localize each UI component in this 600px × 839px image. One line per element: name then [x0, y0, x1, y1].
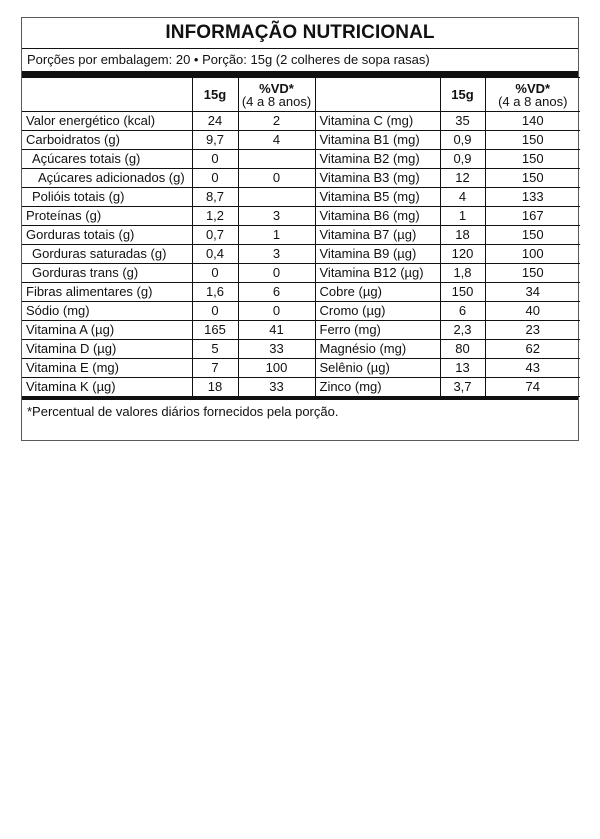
table-row	[22, 302, 580, 321]
table-row	[22, 131, 580, 150]
nutrition-table	[22, 77, 580, 397]
nutrient-amount: 0	[192, 150, 238, 169]
nutrient-name: Vitamina B5 (mg)	[315, 188, 440, 207]
nutrient-name: Gorduras trans (g)	[22, 264, 192, 283]
nutrient-vd: 74	[485, 378, 580, 397]
nutrient-vd: 100	[485, 245, 580, 264]
header-vd-right	[485, 78, 580, 112]
nutrient-vd: 33	[238, 340, 315, 359]
nutrient-vd: 0	[238, 169, 315, 188]
nutrient-vd: 41	[238, 321, 315, 340]
nutrient-amount: 24	[192, 112, 238, 131]
table-row	[22, 207, 580, 226]
nutrient-amount: 0,7	[192, 226, 238, 245]
nutrient-amount: 4	[440, 188, 485, 207]
nutrient-amount: 0	[192, 169, 238, 188]
nutrient-rows	[22, 112, 580, 397]
nutrient-vd: 33	[238, 378, 315, 397]
header-blank-left	[22, 78, 192, 112]
nutrient-amount: 6	[440, 302, 485, 321]
nutrient-amount: 13	[440, 359, 485, 378]
header-vd-main: %VD*	[259, 80, 294, 96]
table-row	[22, 378, 580, 397]
table-row	[22, 226, 580, 245]
header-blank-right	[315, 78, 440, 112]
header-vd-sub: (4 a 8 anos)	[241, 93, 312, 109]
nutrient-amount: 18	[440, 226, 485, 245]
nutrient-amount: 9,7	[192, 131, 238, 150]
nutrient-name: Cobre (µg)	[315, 283, 440, 302]
nutrient-amount: 18	[192, 378, 238, 397]
nutrient-name: Vitamina A (µg)	[22, 321, 192, 340]
header-vd-left	[238, 78, 315, 112]
nutrient-amount: 2,3	[440, 321, 485, 340]
nutrient-vd: 0	[238, 264, 315, 283]
nutrient-name: Vitamina B3 (mg)	[315, 169, 440, 188]
nutrient-name: Vitamina B12 (µg)	[315, 264, 440, 283]
table-row	[22, 359, 580, 378]
nutrient-vd: 0	[238, 302, 315, 321]
nutrient-name: Proteínas (g)	[22, 207, 192, 226]
table-row	[22, 150, 580, 169]
table-row	[22, 245, 580, 264]
nutrient-vd: 150	[485, 226, 580, 245]
nutrient-name: Vitamina B6 (mg)	[315, 207, 440, 226]
nutrient-vd: 150	[485, 169, 580, 188]
nutrient-amount: 150	[440, 283, 485, 302]
nutrient-vd	[238, 150, 315, 169]
table-row	[22, 340, 580, 359]
header-vd-main: %VD*	[515, 80, 551, 96]
nutrient-name: Vitamina K (µg)	[22, 378, 192, 397]
nutrient-vd: 3	[238, 245, 315, 264]
nutrient-name: Fibras alimentares (g)	[22, 283, 192, 302]
nutrient-vd: 2	[238, 112, 315, 131]
header-vd-sub: (4 a 8 anos)	[498, 93, 568, 109]
portion-line: Porções por embalagem: 20 • Porção: 15g (2 colheres de sopa rasas)	[22, 48, 578, 71]
nutrient-vd: 62	[485, 340, 580, 359]
nutrient-vd: 133	[485, 188, 580, 207]
header-amount-right: 15g	[440, 78, 485, 112]
nutrient-amount: 120	[440, 245, 485, 264]
nutrient-amount: 165	[192, 321, 238, 340]
nutrient-name: Vitamina E (mg)	[22, 359, 192, 378]
nutrient-vd: 167	[485, 207, 580, 226]
nutrient-amount: 0,9	[440, 131, 485, 150]
nutrient-name: Vitamina D (µg)	[22, 340, 192, 359]
nutrient-amount: 1,2	[192, 207, 238, 226]
nutrient-name: Zinco (mg)	[315, 378, 440, 397]
nutrient-vd: 40	[485, 302, 580, 321]
nutrient-name: Vitamina C (mg)	[315, 112, 440, 131]
table-row	[22, 264, 580, 283]
table-row	[22, 321, 580, 340]
label-title: INFORMAÇÃO NUTRICIONAL	[165, 22, 435, 43]
nutrient-vd: 100	[238, 359, 315, 378]
nutrition-facts-label	[21, 17, 579, 441]
nutrient-vd: 34	[485, 283, 580, 302]
nutrient-name: Açúcares totais (g)	[22, 150, 192, 169]
nutrient-name: Vitamina B7 (µg)	[315, 226, 440, 245]
nutrient-name: Vitamina B1 (mg)	[315, 131, 440, 150]
nutrient-name: Ferro (mg)	[315, 321, 440, 340]
nutrient-amount: 5	[192, 340, 238, 359]
nutrient-amount: 1,8	[440, 264, 485, 283]
nutrient-amount: 0	[192, 264, 238, 283]
nutrient-name: Açúcares adicionados (g)	[22, 169, 192, 188]
nutrient-name: Gorduras saturadas (g)	[22, 245, 192, 264]
nutrient-amount: 0,9	[440, 150, 485, 169]
nutrient-name: Carboidratos (g)	[22, 131, 192, 150]
nutrient-amount: 0	[192, 302, 238, 321]
nutrient-name: Selênio (µg)	[315, 359, 440, 378]
nutrient-amount: 1,6	[192, 283, 238, 302]
nutrient-vd: 3	[238, 207, 315, 226]
nutrient-name: Valor energético (kcal)	[22, 112, 192, 131]
footnote: *Percentual de valores diários fornecidos pela porção.	[22, 397, 578, 424]
nutrient-amount: 12	[440, 169, 485, 188]
table-row	[22, 188, 580, 207]
nutrient-name: Magnésio (mg)	[315, 340, 440, 359]
nutrient-vd: 43	[485, 359, 580, 378]
nutrient-name: Sódio (mg)	[22, 302, 192, 321]
nutrient-name: Polióis totais (g)	[22, 188, 192, 207]
nutrient-amount: 80	[440, 340, 485, 359]
nutrient-vd: 1	[238, 226, 315, 245]
table-row	[22, 283, 580, 302]
nutrient-vd: 150	[485, 131, 580, 150]
nutrient-name: Cromo (µg)	[315, 302, 440, 321]
header-row	[22, 78, 580, 112]
nutrient-amount: 8,7	[192, 188, 238, 207]
header-amount-left: 15g	[192, 78, 238, 112]
nutrient-vd	[238, 188, 315, 207]
table-row	[22, 112, 580, 131]
nutrient-amount: 1	[440, 207, 485, 226]
nutrient-name: Vitamina B9 (µg)	[315, 245, 440, 264]
nutrient-vd: 140	[485, 112, 580, 131]
nutrient-amount: 7	[192, 359, 238, 378]
nutrient-name: Gorduras totais (g)	[22, 226, 192, 245]
nutrient-amount: 35	[440, 112, 485, 131]
nutrient-vd: 4	[238, 131, 315, 150]
nutrient-vd: 150	[485, 150, 580, 169]
nutrient-vd: 23	[485, 321, 580, 340]
nutrient-amount: 0,4	[192, 245, 238, 264]
nutrient-vd: 150	[485, 264, 580, 283]
table-row	[22, 169, 580, 188]
nutrient-name: Vitamina B2 (mg)	[315, 150, 440, 169]
nutrient-vd: 6	[238, 283, 315, 302]
nutrient-amount: 3,7	[440, 378, 485, 397]
